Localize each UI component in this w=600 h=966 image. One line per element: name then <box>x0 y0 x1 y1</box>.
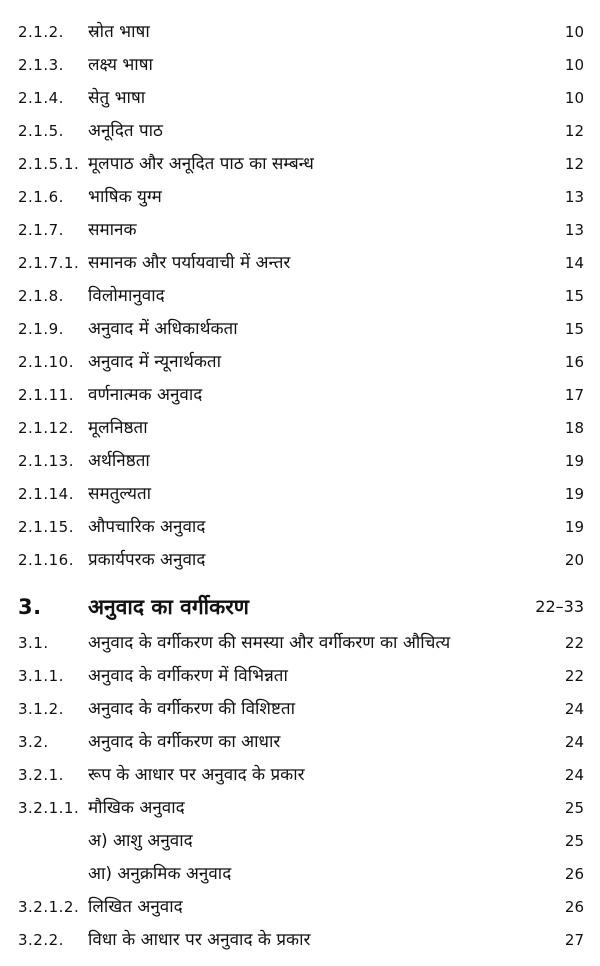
toc-entry-page: 22 <box>564 667 584 685</box>
toc-entry <box>0 50 600 80</box>
toc-chapter-page-range: 22–33 <box>535 597 584 616</box>
toc-entry-page: 12 <box>564 122 584 140</box>
toc-entry <box>0 347 600 377</box>
toc-entry-title: विलोमानुवाद <box>88 286 165 306</box>
toc-entry-title: वर्णनात्मक अनुवाद <box>88 385 203 405</box>
toc-chapter-heading <box>0 590 600 624</box>
toc-entry-page: 19 <box>564 518 584 536</box>
toc-entry-title: मौखिक अनुवाद <box>88 798 185 818</box>
toc-entry-page: 13 <box>564 188 584 206</box>
toc-entry <box>0 413 600 443</box>
toc-entry-number: 2.1.7. <box>18 221 64 239</box>
toc-entry <box>0 694 600 724</box>
toc-entry-title: अनुवाद के वर्गीकरण का आधार <box>88 732 281 752</box>
toc-entry-number: 2.1.10. <box>18 353 74 371</box>
toc-entry-title: अनुवाद के वर्गीकरण की विशिष्टता <box>88 699 295 719</box>
toc-entry-page: 24 <box>564 766 584 784</box>
toc-entry <box>0 248 600 278</box>
toc-entry <box>0 859 600 889</box>
toc-entry <box>0 446 600 476</box>
toc-entry <box>0 281 600 311</box>
toc-entry-title: मूलपाठ और अनूदित पाठ का सम्बन्ध <box>88 154 314 174</box>
toc-entry <box>0 116 600 146</box>
toc-entry-number: 3.2. <box>18 733 49 751</box>
toc-entry-page: 17 <box>564 386 584 404</box>
toc-entry <box>0 380 600 410</box>
toc-entry-page: 24 <box>564 700 584 718</box>
toc-entry-page: 27 <box>564 931 584 949</box>
toc-entry-page: 25 <box>564 799 584 817</box>
toc-entry-page: 26 <box>564 865 584 883</box>
toc-entry <box>0 826 600 856</box>
toc-entry <box>0 892 600 922</box>
toc-entry-title: रूप के आधार पर अनुवाद के प्रकार <box>88 765 305 785</box>
toc-entry <box>0 182 600 212</box>
toc-entry-number: 2.1.13. <box>18 452 74 470</box>
toc-entry-page: 18 <box>564 419 584 437</box>
toc-entry-title: अनुवाद में अधिकार्थकता <box>88 319 238 339</box>
toc-entry <box>0 925 600 955</box>
toc-entry-page: 13 <box>564 221 584 239</box>
toc-entry-page: 10 <box>564 89 584 107</box>
toc-entry-number: 2.1.16. <box>18 551 74 569</box>
toc-entry-title: अनुवाद के वर्गीकरण की समस्या और वर्गीकरण का औचित्य <box>88 633 451 653</box>
toc-entry <box>0 314 600 344</box>
toc-entry <box>0 512 600 542</box>
toc-entry <box>0 661 600 691</box>
toc-entry-number: 2.1.15. <box>18 518 74 536</box>
toc-entry <box>0 545 600 575</box>
toc-entry-title: समानक <box>88 220 137 240</box>
toc-entry-number: 2.1.12. <box>18 419 74 437</box>
toc-entry-number: 2.1.6. <box>18 188 64 206</box>
toc-entry <box>0 149 600 179</box>
toc-entry-number: 2.1.5.1. <box>18 155 80 173</box>
toc-entry <box>0 479 600 509</box>
toc-entry-number: 2.1.2. <box>18 23 64 41</box>
toc-chapter-number: 3. <box>18 595 42 619</box>
toc-entry-number: 2.1.5. <box>18 122 64 140</box>
toc-entry-page: 20 <box>564 551 584 569</box>
toc-entry-title: अनूदित पाठ <box>88 121 163 141</box>
toc-entry-page: 15 <box>564 320 584 338</box>
toc-entry-page: 14 <box>564 254 584 272</box>
toc-entry <box>0 760 600 790</box>
toc-entry-number: 3.1.1. <box>18 667 64 685</box>
toc-entry-number: 3.1. <box>18 634 49 652</box>
toc-entry-number: 2.1.9. <box>18 320 64 338</box>
toc-entry-number: 3.2.1.2. <box>18 898 80 916</box>
toc-entry-title: लिखित अनुवाद <box>88 897 183 917</box>
toc-entry <box>0 727 600 757</box>
toc-entry-title: प्रकार्यपरक अनुवाद <box>88 550 206 570</box>
toc-entry-title: औपचारिक अनुवाद <box>88 517 206 537</box>
toc-entry-title: आ) अनुक्रमिक अनुवाद <box>88 864 232 884</box>
toc-entry-number: 3.2.1.1. <box>18 799 80 817</box>
toc-entry-number: 2.1.3. <box>18 56 64 74</box>
toc-entry <box>0 215 600 245</box>
toc-entry-title: विधा के आधार पर अनुवाद के प्रकार <box>88 930 311 950</box>
toc-entry <box>0 83 600 113</box>
toc-entry-page: 15 <box>564 287 584 305</box>
toc-entry-page: 10 <box>564 56 584 74</box>
toc-entry-title: स्रोत भाषा <box>88 22 150 42</box>
toc-entry-title: सेतु भाषा <box>88 88 146 108</box>
toc-entry-page: 19 <box>564 485 584 503</box>
toc-entry-title: मूलनिष्ठता <box>88 418 148 438</box>
toc-entry-number: 2.1.4. <box>18 89 64 107</box>
toc-chapter-title: अनुवाद का वर्गीकरण <box>88 595 249 619</box>
toc-entry-title: लक्ष्य भाषा <box>88 55 153 75</box>
toc-entry-title: अ) आशु अनुवाद <box>88 831 193 851</box>
toc-entry-page: 12 <box>564 155 584 173</box>
toc-entry-title: अर्थनिष्ठता <box>88 451 150 471</box>
toc-entry-number: 2.1.8. <box>18 287 64 305</box>
toc-entry-page: 16 <box>564 353 584 371</box>
toc-entry <box>0 793 600 823</box>
toc-entry-number: 2.1.14. <box>18 485 74 503</box>
toc-entry-page: 26 <box>564 898 584 916</box>
toc-entry-title: समतुल्यता <box>88 484 152 504</box>
toc-entry-page: 22 <box>564 634 584 652</box>
toc-entry-page: 24 <box>564 733 584 751</box>
toc-entry-page: 19 <box>564 452 584 470</box>
toc-entry-title: समानक और पर्यायवाची में अन्तर <box>88 253 291 273</box>
toc-entry-page: 25 <box>564 832 584 850</box>
toc-entry <box>0 628 600 658</box>
toc-entry-number: 3.2.1. <box>18 766 64 784</box>
toc-entry-number: 3.1.2. <box>18 700 64 718</box>
toc-entry-number: 3.2.2. <box>18 931 64 949</box>
toc-entry-number: 2.1.11. <box>18 386 74 404</box>
toc-entry-number: 2.1.7.1. <box>18 254 80 272</box>
toc-entry <box>0 17 600 47</box>
toc-entry-title: अनुवाद के वर्गीकरण में विभिन्नता <box>88 666 288 686</box>
toc-entry-title: भाषिक युग्म <box>88 187 162 207</box>
toc-entry-title: अनुवाद में न्यूनार्थकता <box>88 352 222 372</box>
toc-entry-page: 10 <box>564 23 584 41</box>
